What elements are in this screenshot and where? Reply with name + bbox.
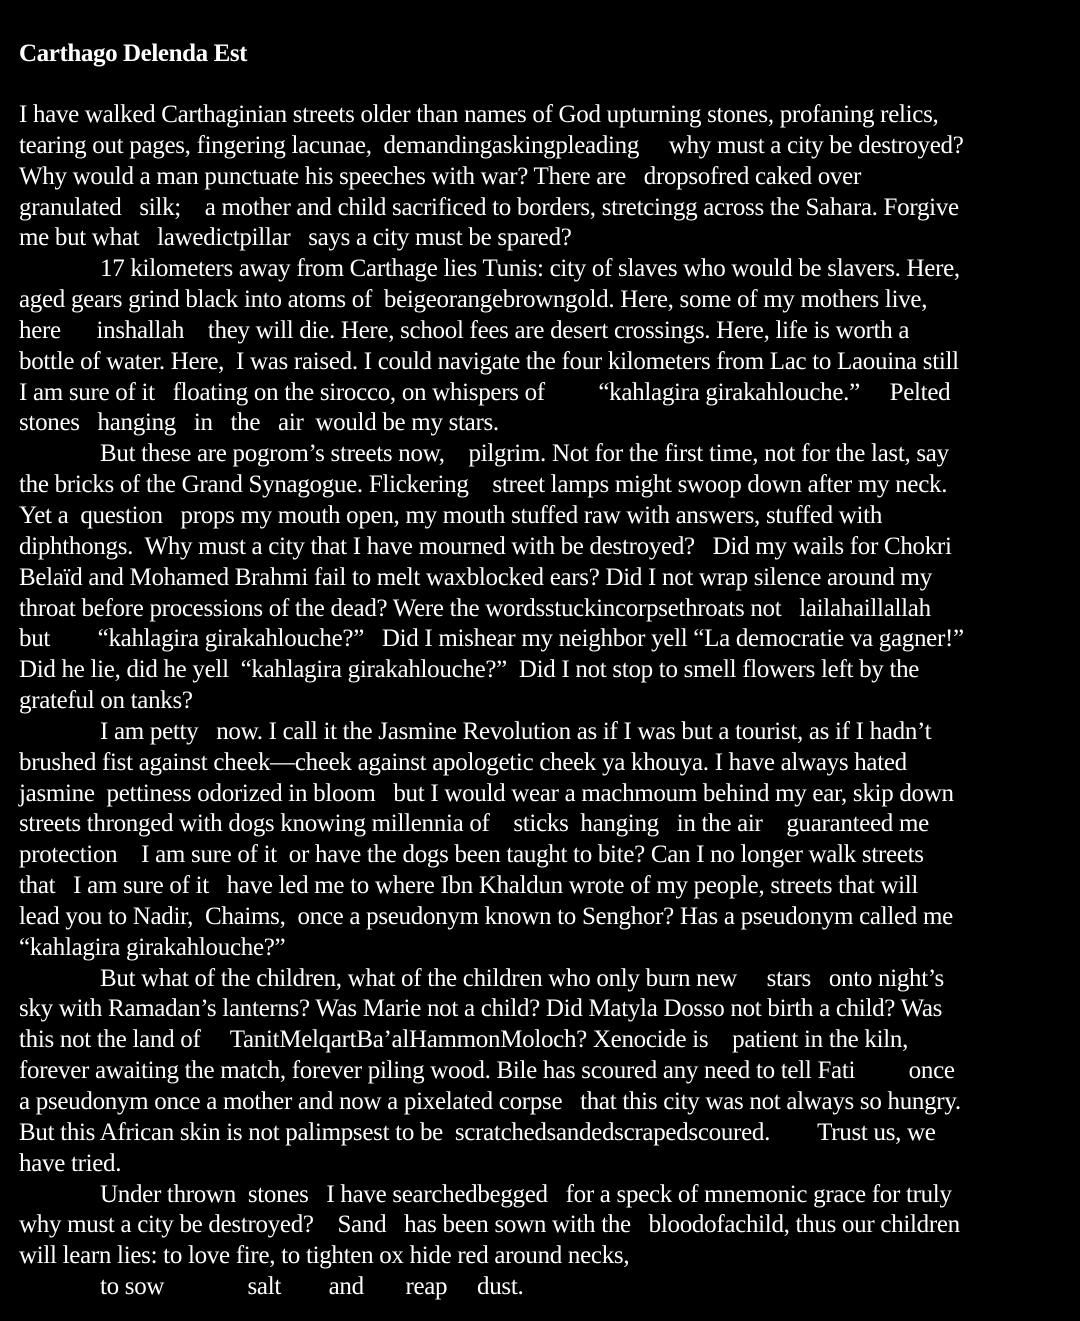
poem-line: throat before processions of the dead? Were the wordsstuckincorpsethroats not lailahaillallah <box>19 594 931 622</box>
poem-line: to sow salt and reap dust. <box>100 1273 524 1301</box>
poem-line: streets thronged with dogs knowing millennia of sticks hanging in the air guaranteed me <box>19 810 929 838</box>
poem-line: a pseudonym once a mother and now a pixelated corpse that this city was not always so hungry. <box>19 1088 961 1115</box>
poem-line: I am sure of it floating on the sirocco, on whispers of “kahlagira girakahlouche.” Pelted <box>19 378 951 406</box>
poem-line: Yet a question props my mouth open, my mouth stuffed raw with answers, stuffed with <box>19 501 883 529</box>
poem-line: 17 kilometers away from Carthage lies Tunis: city of slaves who would be slavers. Here, <box>100 255 960 283</box>
poem <box>19 38 1069 1303</box>
poem-line: But what of the children, what of the children who only burn new stars onto night’s <box>100 964 944 992</box>
poem-line: Belaïd and Mohamed Brahmi fail to melt waxblocked ears? Did I not wrap silence around my <box>19 563 932 591</box>
poem-line: diphthongs. Why must a city that I have mourned with be destroyed? Did my wails for Chokri <box>19 532 952 560</box>
poem-line: grateful on tanks? <box>19 687 193 715</box>
poem-line: the bricks of the Grand Synagogue. Flickering street lamps might swoop down after my neck. <box>19 471 948 499</box>
poem-line: I am petty now. I call it the Jasmine Revolution as if I was but a tourist, as if I hadn’t <box>100 717 932 745</box>
poem-line: tearing out pages, fingering lacunae, demandingaskingpleading why must a city be destroyed? <box>19 131 964 159</box>
poem-line: but “kahlagira girakahlouche?” Did I mishear my neighbor yell “La democratie va gagner!” <box>19 625 964 653</box>
poem-line: why must a city be destroyed? Sand has been sown with the bloodofachild, thus our children <box>19 1211 960 1239</box>
poem-line: here inshallah they will die. Here, school fees are desert crossings. Here, life is worth a <box>19 316 910 344</box>
poem-line: “kahlagira girakahlouche?” <box>19 933 286 961</box>
poem-line: Did he lie, did he yell “kahlagira girakahlouche?” Did I not stop to smell flowers left by the <box>19 656 920 684</box>
poem-line: Why would a man punctuate his speeches with war? There are dropsofred caked over <box>19 162 861 190</box>
poem-line: I have walked Carthaginian streets older than names of God upturning stones, profaning relics, <box>19 101 939 128</box>
poem-line: forever awaiting the match, forever piling wood. Bile has scoured any need to tell Fati once <box>19 1057 955 1085</box>
poem-line: me but what lawedictpillar says a city must be spared? <box>19 224 572 252</box>
poem-line: have tried. <box>19 1149 122 1177</box>
poem-title: Carthago Delenda Est <box>19 40 248 67</box>
poem-line: sky with Ramadan’s lanterns? Was Marie not a child? Did Matyla Dosso not birth a child? Was <box>19 995 943 1023</box>
poem-line: But this African skin is not palimpsest to be scratchedsandedscrapedscoured. Trust us, we <box>19 1118 936 1146</box>
poem-line: brushed fist against cheek—cheek against apologetic cheek ya khouya. I have always hated <box>19 748 907 776</box>
poem-line: Under thrown stones I have searchedbegged for a speck of mnemonic grace for truly <box>100 1180 952 1208</box>
poem-line: protection I am sure of it or have the dogs been taught to bite? Can I no longer walk streets <box>19 841 924 869</box>
poem-line: jasmine pettiness odorized in bloom but I would wear a machmoum behind my ear, skip down <box>19 779 954 807</box>
poem-line: aged gears grind black into atoms of beigeorangebrowngold. Here, some of my mothers live, <box>19 286 928 314</box>
poem-line: lead you to Nadir, Chaims, once a pseudonym known to Senghor? Has a pseudonym called me <box>19 902 953 930</box>
poem-line: stones hanging in the air would be my stars. <box>19 409 499 437</box>
poem-line: will learn lies: to love fire, to tighten ox hide red around necks, <box>19 1242 630 1270</box>
poem-line: bottle of water. Here, I was raised. I could navigate the four kilometers from Lac to Laouina still <box>19 347 959 375</box>
poem-line: granulated silk; a mother and child sacrificed to borders, stretcingg across the Sahara. Forgive <box>19 193 959 221</box>
poem-line: that I am sure of it have led me to where Ibn Khaldun wrote of my people, streets that will <box>19 872 919 900</box>
poem-line: this not the land of TanitMelqartBa’alHammonMoloch? Xenocide is patient in the kiln, <box>19 1026 909 1054</box>
poem-line: But these are pogrom’s streets now, pilgrim. Not for the first time, not for the last, say <box>100 440 949 468</box>
